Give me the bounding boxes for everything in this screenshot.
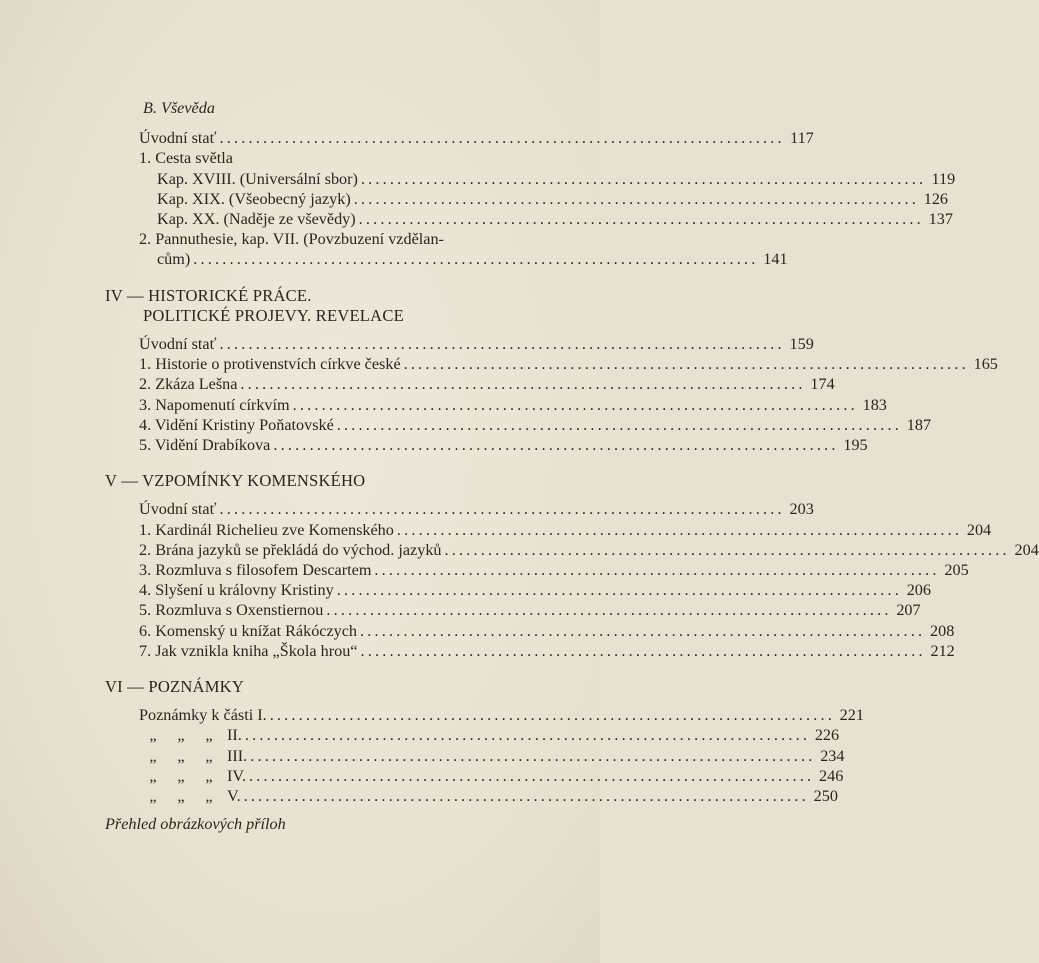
leader-dots: ..............................................................................: [249, 766, 815, 785]
leader-dots: ..............................................................................: [250, 746, 816, 765]
toc-entry: Poznámky k části I. .............................................................................. 221: [139, 706, 864, 725]
leader-dots: ..............................................................................: [358, 210, 924, 229]
subsection-heading-b: B. Vševěda: [143, 99, 215, 117]
toc-entry: „ „ „ V. .............................................................................. 250: [149, 787, 838, 806]
toc-entry: 4. Slyšení u královny Kristiny .............................................................................. 206: [139, 581, 931, 600]
toc-entry: Kap. XX. (Naděje ze vševědy) .............................................................................. 137: [157, 210, 953, 229]
toc-entry: „ „ „ III. .............................................................................. 234: [149, 746, 845, 765]
section-title-iv-cont: POLITICKÉ PROJEVY. REVELACE: [143, 305, 404, 325]
toc-entry: 4. Vidění Kristiny Poňatovské .............................................................................. 187: [139, 415, 932, 434]
leader-dots: ..............................................................................: [374, 561, 940, 580]
leader-dots: ..............................................................................: [269, 706, 835, 725]
toc-entry: Kap. XIX. (Všeobecný jazyk) .............................................................................. 126: [157, 189, 948, 208]
toc-entry: 3. Napomenutí církvím .............................................................................. 183: [139, 395, 887, 414]
toc-entry: 1. Kardinál Richelieu zve Komenského .............................................................................. 204: [139, 520, 992, 539]
leader-dots: ..............................................................................: [219, 335, 785, 354]
toc-entry: Úvodní stať .............................................................................. 159: [139, 335, 814, 354]
section-title-iv: IV — HISTORICKÉ PRÁCE.: [105, 285, 312, 305]
leader-dots: ..............................................................................: [292, 395, 858, 414]
section-title-vi: VI — POZNÁMKY: [105, 677, 245, 697]
closing-entry: Přehled obrázkových příloh: [105, 815, 286, 834]
leader-dots: ..............................................................................: [360, 621, 926, 640]
section-title-v: V — VZPOMÍNKY KOMENSKÉHO: [105, 471, 366, 491]
leader-dots: ..............................................................................: [193, 250, 759, 269]
toc-entry: 2. Brána jazyků se překládá do východ. jazyků .............................................................................. 204: [139, 540, 1039, 559]
leader-dots: ..............................................................................: [444, 540, 1010, 559]
leader-dots: ..............................................................................: [243, 787, 809, 806]
leader-dots: ..............................................................................: [360, 641, 926, 660]
leader-dots: ..............................................................................: [396, 520, 963, 539]
toc-entry: 3. Rozmluva s filosofem Descartem .............................................................................. 205: [139, 561, 969, 580]
leader-dots: ..............................................................................: [336, 415, 903, 434]
leader-dots: ..............................................................................: [336, 581, 902, 600]
toc-entry: „ „ „ IV. .............................................................................. 246: [149, 766, 844, 785]
leader-dots: ..............................................................................: [240, 375, 806, 394]
toc-entry: Úvodní stať .............................................................................. 117: [139, 129, 814, 148]
toc-entry: 2. Zkáza Lešna .............................................................................. 174: [139, 375, 835, 394]
leader-dots: ..............................................................................: [403, 355, 969, 374]
toc-entry: 2. Pannuthesie, kap. VII. (Povzbuzení vzdělan-: [139, 230, 444, 249]
leader-dots: ..............................................................................: [326, 601, 892, 620]
toc-entry: 1. Historie o protivenstvích církve české .............................................................................. 165: [139, 355, 998, 374]
toc-entry: Úvodní stať .............................................................................. 203: [139, 500, 814, 519]
leader-dots: ..............................................................................: [219, 500, 785, 519]
leader-dots: ..............................................................................: [273, 436, 839, 455]
toc-entry: 6. Komenský u knížat Rákóczych .............................................................................. 208: [139, 621, 955, 640]
toc-entry: „ „ „ II. .............................................................................. 226: [149, 726, 840, 745]
toc-entry: 5. Rozmluva s Oxenstiernou .............................................................................. 207: [139, 601, 921, 620]
toc-entry: cům) .............................................................................. 141: [157, 250, 788, 269]
leader-dots: ..............................................................................: [353, 189, 919, 208]
table-of-contents: [105, 98, 1039, 835]
leader-dots: ..............................................................................: [244, 726, 811, 745]
toc-entry: 7. Jak vznikla kniha „Škola hrou“ .............................................................................. 212: [139, 641, 955, 660]
toc-entry: 1. Cesta světla: [139, 149, 233, 168]
toc-entry: 5. Vidění Drabíkova .............................................................................. 195: [139, 436, 868, 455]
leader-dots: ..............................................................................: [360, 169, 927, 188]
leader-dots: ..............................................................................: [219, 129, 785, 148]
toc-entry: Kap. XVIII. (Universální sbor) .............................................................................. 119: [157, 169, 956, 188]
